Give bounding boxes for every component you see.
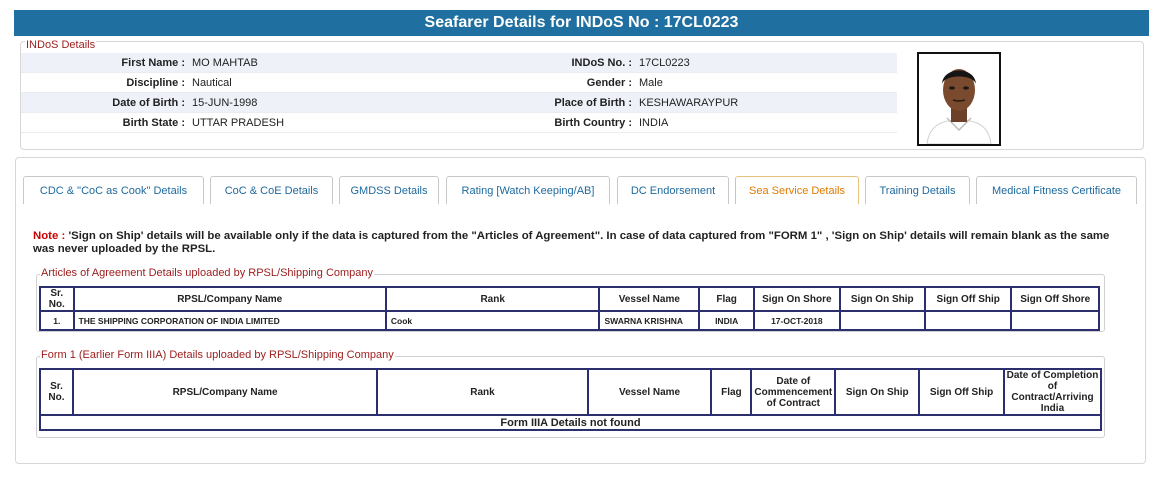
col-sign-on-ship: Sign On Ship [840,287,925,311]
indos-info-rows [21,53,897,133]
dob-value: 15-JUN-1998 [192,96,258,109]
col-sign-off-ship: Sign Off Ship [925,287,1011,311]
col-company: RPSL/Company Name [73,369,377,415]
birth-country-label: Birth Country : [554,116,632,129]
articles-table [39,286,1100,331]
form1-table [39,368,1102,431]
indos-no-label: INDoS No. : [571,56,632,69]
cell-sign-on-ship [840,311,925,330]
discipline-value: Nautical [192,76,232,89]
col-flag: Flag [699,287,754,311]
col-rank: Rank [377,369,587,415]
col-sign-off-ship: Sign Off Ship [919,369,1004,415]
tab-cdc-coc-cook[interactable]: CDC & "CoC as Cook" Details [23,176,204,204]
col-sign-off-shore: Sign Off Shore [1011,287,1099,311]
birth-country-value: INDIA [639,116,669,129]
sign-on-ship-note [33,230,1113,256]
tab-sea-service[interactable]: Sea Service Details [735,176,859,204]
indos-details-legend: INDoS Details [26,39,96,51]
col-vessel: Vessel Name [588,369,712,415]
details-panel [15,157,1146,464]
gender-value: Male [639,76,663,89]
note-text: 'Sign on Ship' details will be available only if the data is captured from the "Articles of Agreement". In case of data captured from "FORM 1" , 'Sign on Ship' details will remain blank as the same was never uploaded by the RPSL. [33,230,1110,255]
cell-sr-no: 1. [40,311,74,330]
table-header-row [40,287,1099,311]
col-sign-on-shore: Sign On Shore [754,287,839,311]
first-name-value: MO MAHTAB [192,56,258,69]
articles-legend: Articles of Agreement Details uploaded by RPSL/Shipping Company [41,267,374,279]
indos-no-value: 17CL0223 [639,56,690,69]
birth-state-value: UTTAR PRADESH [192,116,285,129]
not-found-message: Form IIIA Details not found [40,415,1101,430]
tab-rating-watch-keeping[interactable]: Rating [Watch Keeping/AB] [446,176,610,204]
cell-rank: Cook [386,311,600,330]
info-row [21,53,897,73]
col-sr-no: Sr. No. [40,369,73,415]
col-completion: Date of Completion of Contract/Arriving India [1004,369,1101,415]
col-sr-no: Sr. No. [40,287,74,311]
col-company: RPSL/Company Name [74,287,386,311]
cell-sign-on-shore: 17-OCT-2018 [754,311,839,330]
table-header-row [40,369,1101,415]
dob-label: Date of Birth : [112,96,185,109]
col-sign-on-ship: Sign On Ship [835,369,919,415]
place-of-birth-value: KESHAWARAYPUR [639,96,739,109]
cell-sign-off-shore [1011,311,1099,330]
form1-legend: Form 1 (Earlier Form IIIA) Details uploaded by RPSL/Shipping Company [41,349,394,361]
cell-vessel: SWARNA KRISHNA [599,311,699,330]
tab-training[interactable]: Training Details [865,176,970,204]
birth-state-label: Birth State : [122,116,185,129]
indos-details-panel [20,41,1144,150]
info-row [21,93,897,113]
info-row [21,73,897,93]
tab-coc-coe[interactable]: CoC & CoE Details [210,176,333,204]
place-of-birth-label: Place of Birth : [554,96,632,109]
note-prefix: Note : [33,230,66,242]
page-title: Seafarer Details for INDoS No : 17CL0223 [14,10,1149,36]
discipline-label: Discipline : [126,76,185,89]
cell-company: THE SHIPPING CORPORATION OF INDIA LIMITED [74,311,386,330]
col-commencement: Date of Commencement of Contract [751,369,835,415]
cell-flag: INDIA [699,311,754,330]
gender-label: Gender : [586,76,632,89]
col-vessel: Vessel Name [599,287,699,311]
cell-sign-off-ship [925,311,1011,330]
tab-gmdss[interactable]: GMDSS Details [339,176,439,204]
table-row [40,311,1099,330]
seafarer-photo [917,52,1001,146]
first-name-label: First Name : [121,56,185,69]
portrait-image [919,54,999,144]
tab-dc-endorsement[interactable]: DC Endorsement [617,176,729,204]
col-flag: Flag [711,369,751,415]
info-row [21,113,897,133]
tab-medical-fitness[interactable]: Medical Fitness Certificate [976,176,1137,204]
table-row [40,415,1101,430]
col-rank: Rank [386,287,600,311]
